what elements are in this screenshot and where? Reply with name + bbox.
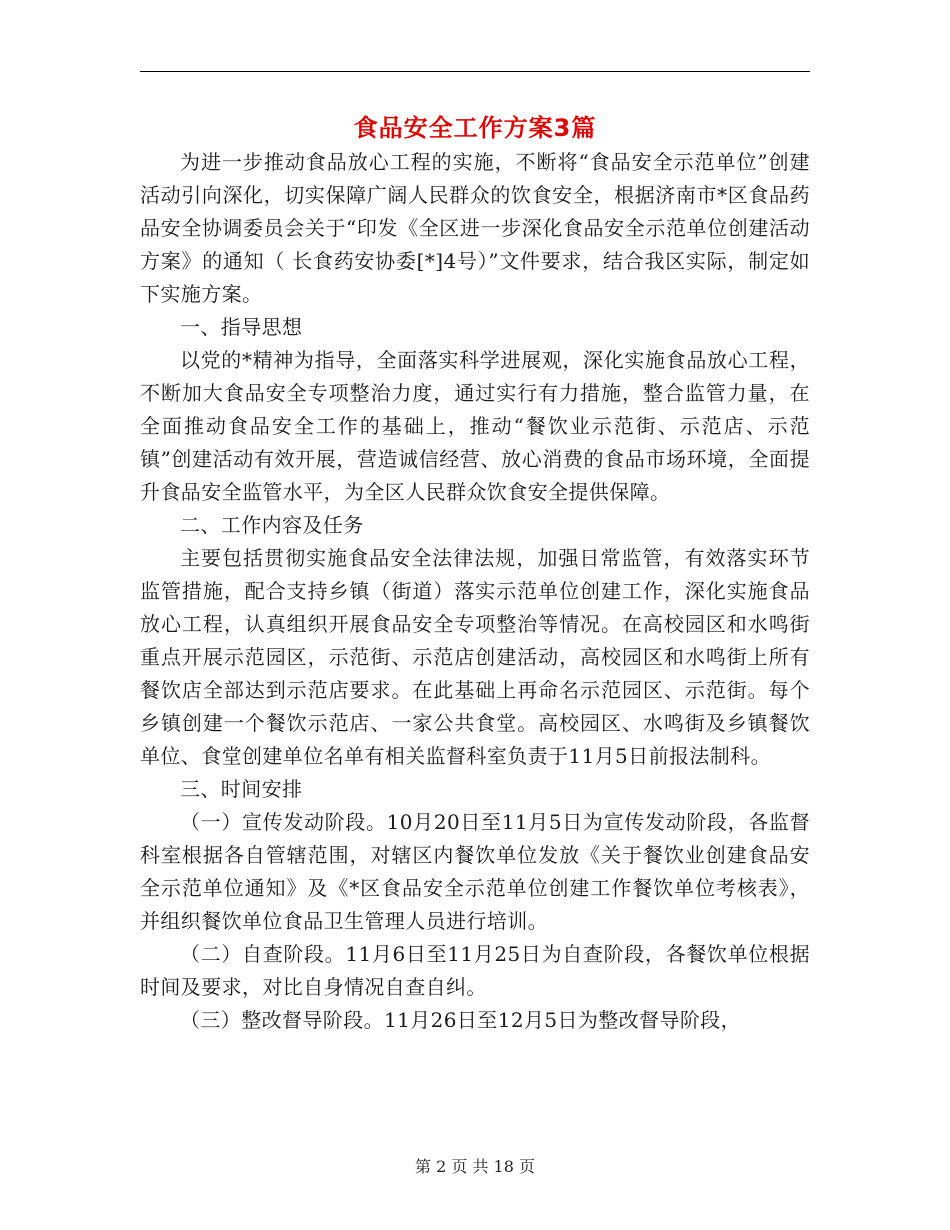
paragraph-intro: 为进一步推动食品放心工程的实施，不断将“食品安全示范单位”创建活动引向深化，切实保障广阔人民群众的饮食安全，根据济南市*区食品药品安全协调委员会关于“印发《全区进一步深化食品安全示范单位创建活动方案》的通知（ 长食药安协委[*]4号）”文件要求，结合我区实际，制定如下实施方案。 xyxy=(140,150,810,306)
document-body xyxy=(140,146,810,1037)
paragraph-work-content: 主要包括贯彻实施食品安全法律法规，加强日常监管，有效落实环节监管措施，配合支持乡镇（街道）落实示范单位创建工作，深化实施食品放心工程，认真组织开展食品安全专项整治等情况。在高校园区和水鸣街重点开展示范园区，示范街、示范店创建活动，高校园区和水鸣街上所有餐饮店全部达到示范店要求。在此基础上再命名示范园区、示范街。每个乡镇创建一个餐饮示范店、一家公共食堂。高校园区、水鸣街及乡镇餐饮单位、食堂创建单位名单有相关监督科室负责于11月5日前报法制科。 xyxy=(140,546,810,768)
paragraph-schedule-2: （二）自查阶段。11月6日至11月25日为自查阶段，各餐饮单位根据时间及要求，对比自身情况自查自纠。 xyxy=(140,942,810,999)
document-title: 食品安全工作方案3篇 xyxy=(353,114,597,142)
paragraph-guiding-thought: 以党的*精神为指导，全面落实科学进展观，深化实施食品放心工程，不断加大食品安全专项整治力度，通过实行有力措施，整合监管力量，在全面推动食品安全工作的基础上，推动“餐饮业示范街、示范店、示范镇”创建活动有效开展，营造诚信经营、放心消费的食品市场环境，全面提升食品安全监管水平，为全区人民群众饮食安全提供保障。 xyxy=(140,348,810,504)
section-heading-schedule: 三、时间安排 xyxy=(180,777,303,801)
paragraph-schedule-3: （三）整改督导阶段。11月26日至12月5日为整改督导阶段， xyxy=(180,1008,742,1032)
section-heading-work-content: 二、工作内容及任务 xyxy=(180,513,364,537)
page-footer: 第 2 页 共 18 页 xyxy=(415,1157,535,1176)
header-rule xyxy=(140,71,810,72)
paragraph-schedule-1: （一）宣传发动阶段。10月20日至11月5日为宣传发动阶段，各监督科室根据各自管辖范围，对辖区内餐饮单位发放《关于餐饮业创建食品安全示范单位通知》及《*区食品安全示范单位创建工作餐饮单位考核表》，并组织餐饮单位食品卫生管理人员进行培训。 xyxy=(140,810,810,933)
section-heading-guiding-thought: 一、指导思想 xyxy=(180,315,303,339)
